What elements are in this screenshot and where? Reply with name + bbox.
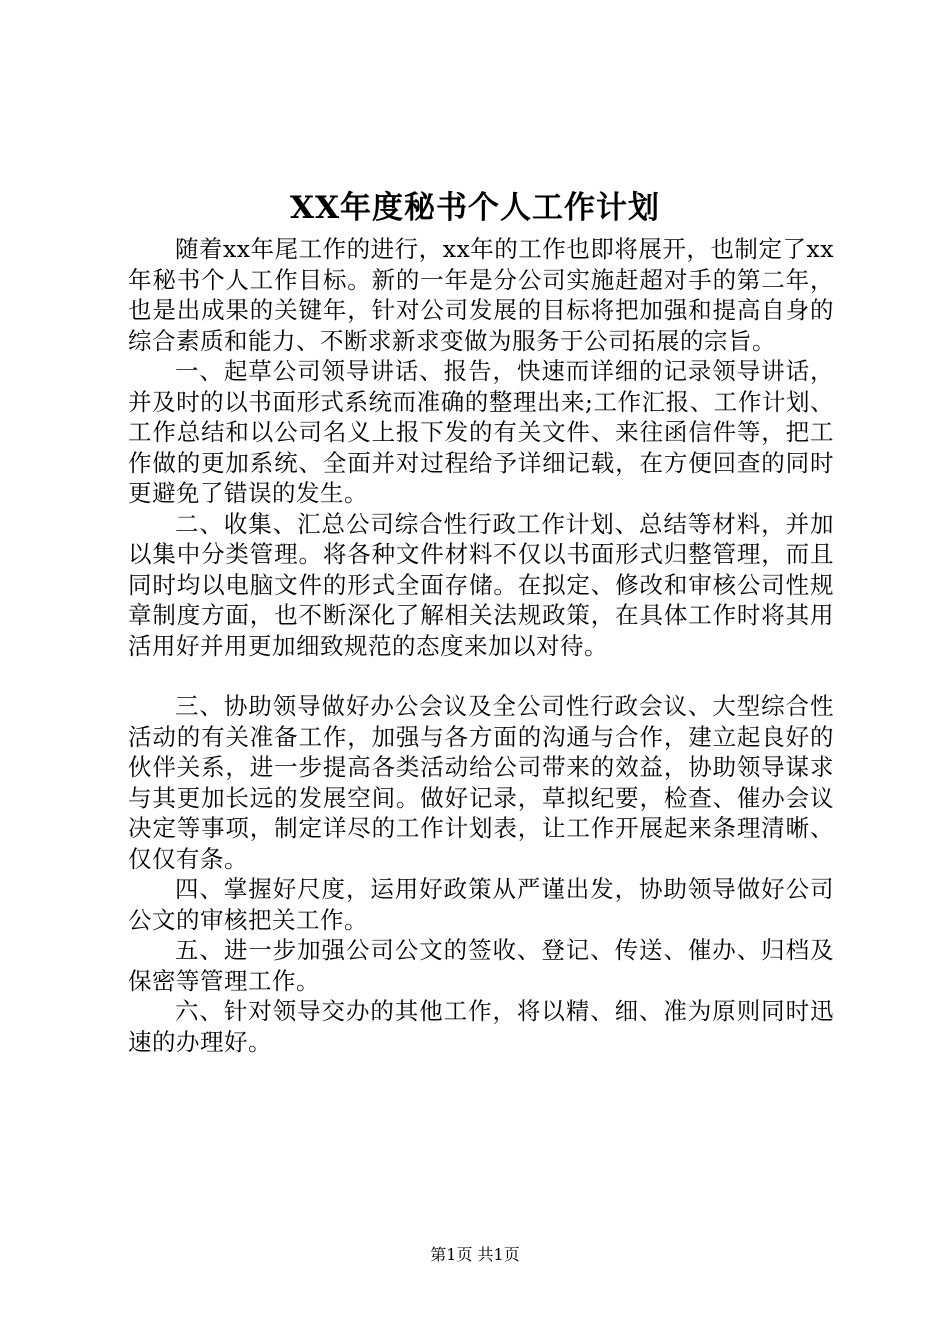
page-number-footer: 第1页 共1页 [430, 1245, 520, 1264]
paragraph-item-1: 一、起草公司领导讲话、报告，快速而详细的记录领导讲话，并及时的以书面形式系统而准确的整理出来;工作汇报、工作计划、工作总结和以公司名义上报下发的有关文件、来往函信件等，把工作做的更加系统、全面并对过程给予详细记载，在方便回查的同时更避免了错误的发生。 [128, 357, 834, 507]
document-body [128, 234, 834, 1057]
paragraph-item-6: 六、针对领导交办的其他工作，将以精、细、准为原则同时迅速的办理好。 [128, 997, 834, 1056]
document-title: XX年度秘书个人工作计划 [289, 190, 661, 226]
paragraph-item-3: 三、协助领导做好办公会议及全公司性行政会议、大型综合性活动的有关准备工作，加强与各方面的沟通与合作，建立起良好的伙伴关系，进一步提高各类活动给公司带来的效益，协助领导谋求与其更加长远的发展空间。做好记录，草拟纪要，检查、催办会议决定等事项，制定详尽的工作计划表，让工作开展起来条理清晰、仅仅有条。 [128, 692, 834, 873]
paragraph-item-2: 二、收集、汇总公司综合性行政工作计划、总结等材料，并加以集中分类管理。将各种文件材料不仅以书面形式归整管理，而且同时均以电脑文件的形式全面存储。在拟定、修改和审核公司性规章制度方面，也不断深化了解相关法规政策，在具体工作时将其用活用好并用更加细致规范的态度来加以对待。 [128, 509, 834, 660]
paragraph-item-5: 五、进一步加强公司公文的签收、登记、传送、催办、归档及保密等管理工作。 [128, 936, 834, 995]
paragraph-item-4: 四、掌握好尺度，运用好政策从严谨出发，协助领导做好公司公文的审核把关工作。 [128, 875, 834, 934]
paragraph-intro: 随着xx年尾工作的进行，xx年的工作也即将展开，也制定了xx年秘书个人工作目标。新的一年是分公司实施赶超对手的第二年，也是出成果的关键年，针对公司发展的目标将把加强和提高自身的综合素质和能力、不断求新求变做为服务于公司拓展的宗旨。 [128, 235, 834, 355]
